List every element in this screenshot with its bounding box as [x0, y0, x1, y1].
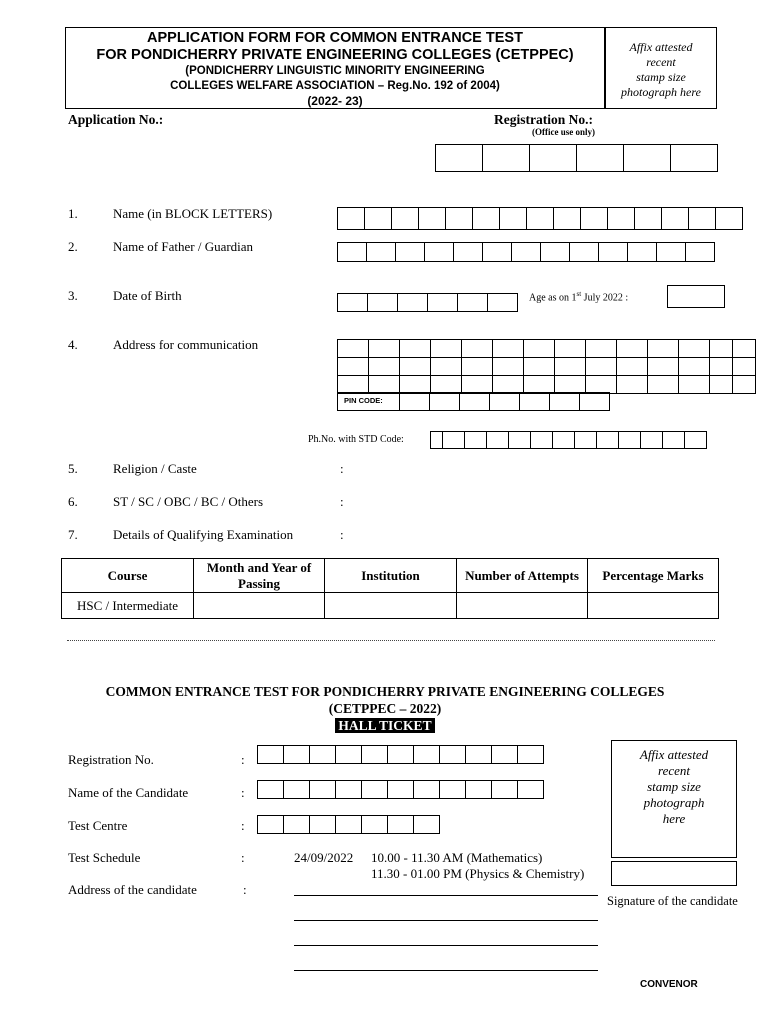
photo-text-1: Affix attested	[629, 40, 693, 54]
field-label-religion: Religion / Caste	[113, 461, 197, 476]
field-num-3: 3.	[68, 288, 78, 303]
address-line-1[interactable]	[294, 895, 598, 896]
name-input-boxes[interactable]	[337, 207, 743, 230]
hall-ticket-title: COMMON ENTRANCE TEST FOR PONDICHERRY PRIVATE ENGINEERING COLLEGES	[105, 684, 665, 699]
colon-religion: :	[340, 461, 344, 476]
form-title-line1: APPLICATION FORM FOR COMMON ENTRANCE TEST	[147, 30, 523, 46]
cell-attempts[interactable]	[457, 593, 588, 619]
col-course: Course	[62, 559, 194, 593]
field-num-5: 5.	[68, 461, 78, 476]
hall-name-boxes[interactable]	[257, 780, 544, 799]
field-num-6: 6.	[68, 494, 78, 509]
row-hsc: HSC / Intermediate	[62, 593, 194, 619]
test-date: 24/09/2022	[294, 850, 354, 865]
photo-text-3: stamp size	[636, 70, 686, 84]
hall-reg-label: Registration No.	[68, 752, 154, 767]
signature-box[interactable]	[611, 861, 737, 886]
cut-line-divider	[67, 640, 715, 641]
phone-input-boxes[interactable]	[430, 431, 707, 449]
registration-no-label: Registration No.:	[494, 112, 593, 127]
hall-name-label: Name of the Candidate	[68, 785, 189, 800]
hall-centre-boxes[interactable]	[257, 815, 440, 834]
photo-box[interactable]	[605, 27, 717, 109]
application-no-label: Application No.:	[68, 112, 164, 127]
field-num-1: 1.	[68, 206, 78, 221]
field-num-4: 4.	[68, 337, 78, 352]
hall-ticket-badge: HALL TICKET	[335, 718, 434, 733]
age-input-box[interactable]	[667, 285, 725, 308]
colon-category: :	[340, 494, 344, 509]
cell-institution[interactable]	[325, 593, 457, 619]
hall-photo-text-1: Affix attested	[639, 747, 709, 762]
hall-reg-colon: :	[241, 752, 245, 767]
col-month-year: Month and Year of Passing	[194, 559, 325, 593]
phone-label: Ph.No. with STD Code:	[308, 434, 404, 445]
colon-qualifying: :	[340, 527, 344, 542]
field-label-father: Name of Father / Guardian	[113, 239, 254, 254]
age-label: Age as on 1st July 2022 :	[529, 290, 629, 304]
hall-photo-text-2: recent	[658, 763, 690, 778]
form-title-line3: (PONDICHERRY LINGUISTIC MINORITY ENGINEERING	[185, 65, 485, 77]
form-year: (2022- 23)	[307, 94, 363, 108]
photo-text-2: recent	[646, 55, 676, 69]
cell-percentage[interactable]	[588, 593, 719, 619]
hall-schedule-label: Test Schedule	[68, 850, 141, 865]
hall-photo-text-5: here	[662, 811, 686, 826]
field-label-qualifying: Details of Qualifying Examination	[113, 527, 294, 542]
address-line-4[interactable]	[294, 970, 598, 971]
address-grid[interactable]	[337, 339, 756, 394]
hall-name-colon: :	[241, 785, 245, 800]
field-num-2: 2.	[68, 239, 78, 254]
form-title-line4: COLLEGES WELFARE ASSOCIATION – Reg.No. 192 of 2004)	[170, 80, 500, 92]
photo-text-4: photograph here	[621, 85, 701, 99]
convenor-label: CONVENOR	[640, 979, 698, 990]
pin-code-boxes[interactable]	[399, 392, 610, 411]
field-label-name: Name (in BLOCK LETTERS)	[113, 206, 273, 221]
hall-photo-text-3: stamp size	[647, 779, 701, 794]
father-input-boxes[interactable]	[337, 242, 715, 262]
hall-schedule-colon: :	[241, 850, 245, 865]
field-label-dob: Date of Birth	[113, 288, 182, 303]
form-title-line2: FOR PONDICHERRY PRIVATE ENGINEERING COLLEGES (CETPPEC)	[96, 47, 574, 63]
qualifying-exam-table	[61, 558, 719, 619]
hall-centre-label: Test Centre	[68, 818, 128, 833]
hall-photo-box[interactable]	[611, 740, 737, 858]
col-percentage: Percentage Marks	[588, 559, 719, 593]
dob-input-boxes[interactable]	[337, 293, 518, 312]
office-use-note: (Office use only)	[532, 127, 595, 137]
hall-address-label: Address of the candidate	[68, 882, 197, 897]
cell-month-year[interactable]	[194, 593, 325, 619]
field-label-category: ST / SC / OBC / BC / Others	[113, 494, 264, 509]
address-line-2[interactable]	[294, 920, 598, 921]
hall-address-colon: :	[243, 882, 247, 897]
test-slot-2: 11.30 - 01.00 PM (Physics & Chemistry)	[371, 866, 585, 881]
col-institution: Institution	[325, 559, 457, 593]
hall-photo-text-4: photograph	[643, 795, 705, 810]
hall-centre-colon: :	[241, 818, 245, 833]
registration-no-boxes	[435, 144, 718, 172]
address-line-3[interactable]	[294, 945, 598, 946]
test-slot-1: 10.00 - 11.30 AM (Mathematics)	[371, 850, 543, 865]
field-num-7: 7.	[68, 527, 78, 542]
hall-reg-boxes[interactable]	[257, 745, 544, 764]
field-label-address: Address for communication	[113, 337, 259, 352]
col-attempts: Number of Attempts	[457, 559, 588, 593]
signature-label: Signature of the candidate	[607, 894, 738, 908]
pin-code-label: PIN CODE:	[344, 396, 383, 405]
hall-ticket-subtitle: (CETPPEC – 2022)	[328, 701, 442, 716]
